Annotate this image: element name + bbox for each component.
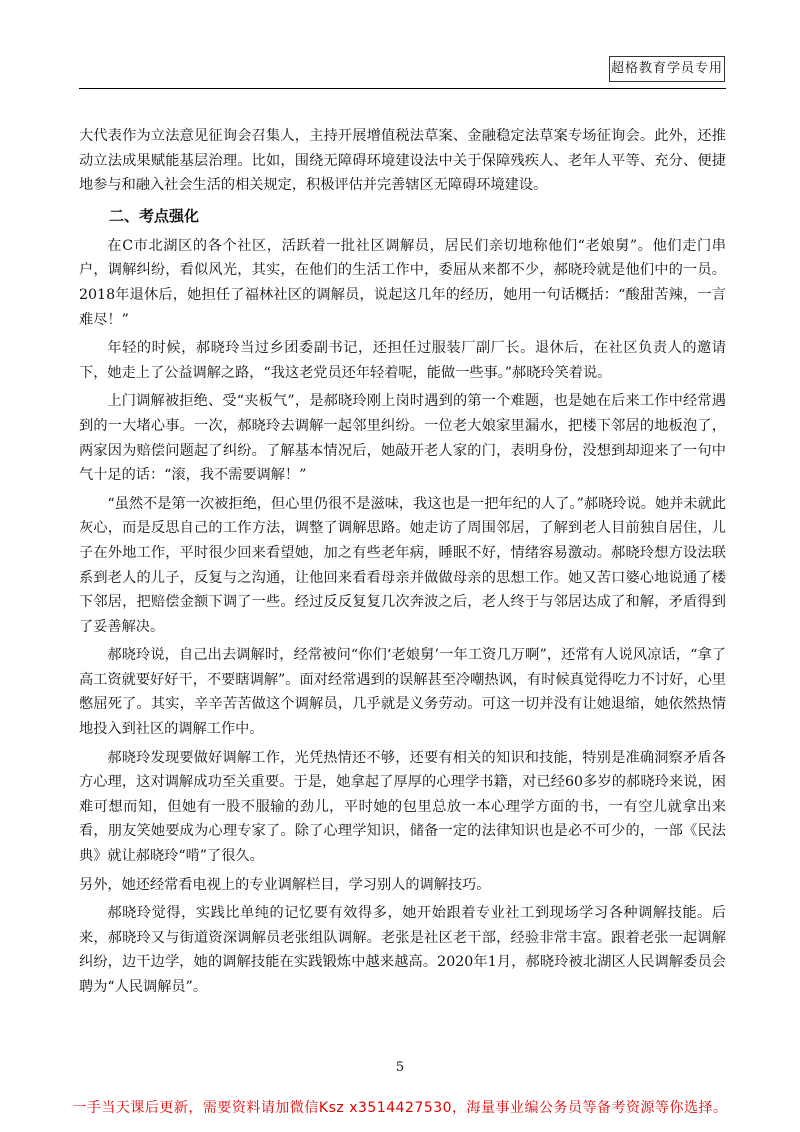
paragraph: 在C市北湖区的各个社区，活跃着一批社区调解员，居民们亲切地称他们“老娘舅”。他们走门串户，调解纠纷，看似风光，其实，在他们的生活工作中，委屈从来都不少，郝晓玲就是他们中的一员。2018年退休后，她担任了福林社区的调解员，说起这几年的经历，她用一句话概括：“酸甜苦辣，一言难尽！”	[79, 237, 726, 328]
document-body	[79, 124, 726, 1004]
footer-note: 一手当天课后更新，需要资料请加微信Ksz x3514427530，海量事业编公务员等备考资源等你选择。	[72, 1100, 728, 1116]
paragraph: “虽然不是第一次被拒绝，但心里仍很不是滋味，我这也是一把年纪的人了。”郝晓玲说。她并未就此灰心，而是反思自己的工作方法，调整了调解思路。她走访了周围邻居，了解到老人目前独自居住，儿子在外地工作，平时很少回来看望她，加之有些老年病，睡眠不好，情绪容易激动。郝晓玲想方设法联系到老人的儿子，反复与之沟通，让他回来看看母亲并做做母亲的思想工作。她又苦口婆心地说通了楼下邻居，把赔偿金额下调了一些。经过反反复复几次奔波之后，老人终于与邻居达成了和解，矛盾得到了妥善解决。	[79, 495, 726, 635]
section-title: 二、考点强化	[109, 206, 200, 225]
paragraph: 另外，她还经常看电视上的专业调解栏目，学习别人的调解技巧。	[79, 876, 491, 893]
paragraph: 上门调解被拒绝、受“夹板气”，是郝晓玲刚上岗时遇到的第一个难题，也是她在后来工作中经常遇到的一大堵心事。一次，郝晓玲去调解一起邻里纠纷。一位老大娘家里漏水，把楼下邻居的地板泡了，两家因为赔偿问题起了纠纷。了解基本情况后，她敲开老人家的门，表明身份，没想到却迎来了一句中气十足的话：“滚，我不需要调解！”	[79, 393, 726, 484]
paragraph: 郝晓玲说，自己出去调解时，经常被问“你们‘老娘舅’一年工资几万啊”，还常有人说风凉话，“拿了高工资就要好好干，不要瞎调解”。面对经常遇到的误解甚至冷嘲热讽，有时候真觉得吃力不讨好，心里憋屈死了。其实，辛辛苦苦做这个调解员，几乎就是义务劳动。可这一切并没有让她退缩，她依然热情地投入到社区的调解工作中。	[79, 647, 726, 738]
header-rule	[79, 88, 726, 89]
intro-paragraph: 大代表作为立法意见征询会召集人，主持开展增值税法草案、金融稳定法草案专场征询会。此外，还推动立法成果赋能基层治理。比如，围绕无障碍环境建设法中关于保障残疾人、老年人平等、充分、便捷地参与和融入社会生活的相关规定，积极评估并完善辖区无障碍环境建设。	[79, 128, 726, 194]
paragraph: 郝晓玲觉得，实践比单纯的记忆要有效得多，她开始跟着专业社工到现场学习各种调解技能。后来，郝晓玲又与街道资深调解员老张组队调解。老张是社区老干部，经验非常丰富。跟着老张一起调解纠纷，边干边学，她的调解技能在实践锻炼中越来越高。2020年1月，郝晓玲被北湖区人民调解委员会聘为“人民调解员”。	[79, 905, 726, 995]
paragraph: 郝晓玲发现要做好调解工作，光凭热情还不够，还要有相关的知识和技能，特别是准确洞察矛盾各方心理，这对调解成功至关重要。于是，她拿起了厚厚的心理学书籍，对已经60多岁的郝晓玲来说，困难可想而知，但她有一股不服输的劲儿，平时她的包里总放一本心理学方面的书，一有空儿就拿出来看，朋友笑她要成为心理专家了。除了心理学知识，储备一定的法律知识也是必不可少的，一部《民法典》就让郝晓玲“啃”了很久。	[79, 749, 726, 865]
paragraph: 年轻的时候，郝晓玲当过乡团委副书记，还担任过服装厂副厂长。退休后，在社区负责人的邀请下，她走上了公益调解之路，“我这老党员还年轻着呢，能做一些事。”郝晓玲笑着说。	[79, 340, 726, 381]
header-badge: 超格教育学员专用	[609, 56, 725, 82]
page-number: 5	[395, 1060, 405, 1075]
